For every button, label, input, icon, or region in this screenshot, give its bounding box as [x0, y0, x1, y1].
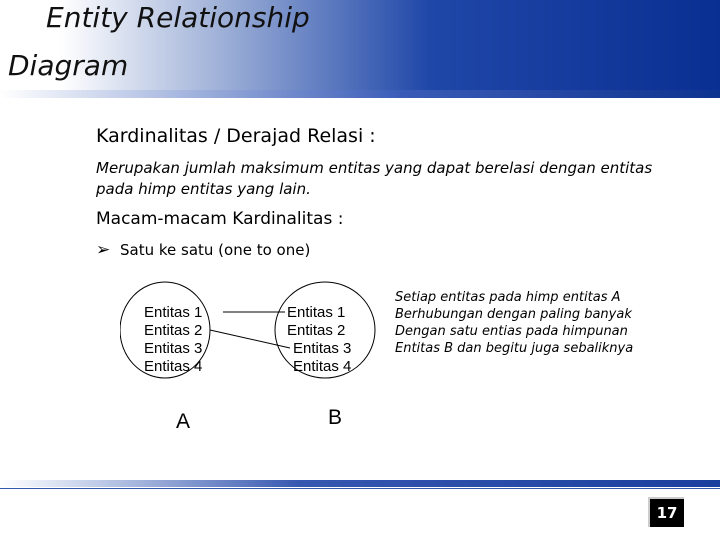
slide-title-line2: Diagram — [8, 49, 129, 82]
bullet-item — [96, 240, 310, 260]
footer-bar — [0, 480, 720, 487]
set-b-item: Entitas 2 — [287, 322, 346, 339]
set-a-item: Entitas 4 — [144, 358, 203, 375]
note-line: Entitas B dan begitu juga sebaliknya — [395, 341, 634, 356]
bullet-text: Satu ke satu (one to one) — [120, 241, 311, 259]
section-heading: Kardinalitas / Derajad Relasi : — [96, 125, 376, 147]
arrow-bullet-icon: ➢ — [96, 240, 111, 260]
note-line: Dengan satu entias pada himpunan — [395, 324, 628, 339]
set-b-item: Entitas 3 — [293, 340, 352, 357]
slide-number: 17 — [648, 497, 684, 527]
set-b-item: Entitas 4 — [293, 358, 352, 375]
set-a-label: A — [176, 410, 191, 433]
note-line: Berhubungan dengan paling banyak — [395, 307, 632, 322]
set-a-item: Entitas 1 — [144, 304, 203, 321]
set-a-item: Entitas 3 — [144, 340, 203, 357]
relation-line — [210, 330, 290, 348]
cardinality-diagram — [120, 280, 400, 440]
slide-title-line1: Entity Relationship — [46, 1, 310, 34]
footer-divider — [0, 488, 720, 489]
set-b-item: Entitas 1 — [287, 304, 346, 321]
note-line: Setiap entitas pada himp entitas A — [395, 290, 621, 305]
set-a-item: Entitas 2 — [144, 322, 203, 339]
set-b-label: B — [328, 406, 343, 429]
subheading: Macam-macam Kardinalitas : — [96, 209, 344, 229]
explanation-note — [395, 289, 695, 357]
description-text: Merupakan jumlah maksimum entitas yang dapat berelasi dengan entitas pada himp entitas yang lain. — [96, 159, 653, 198]
